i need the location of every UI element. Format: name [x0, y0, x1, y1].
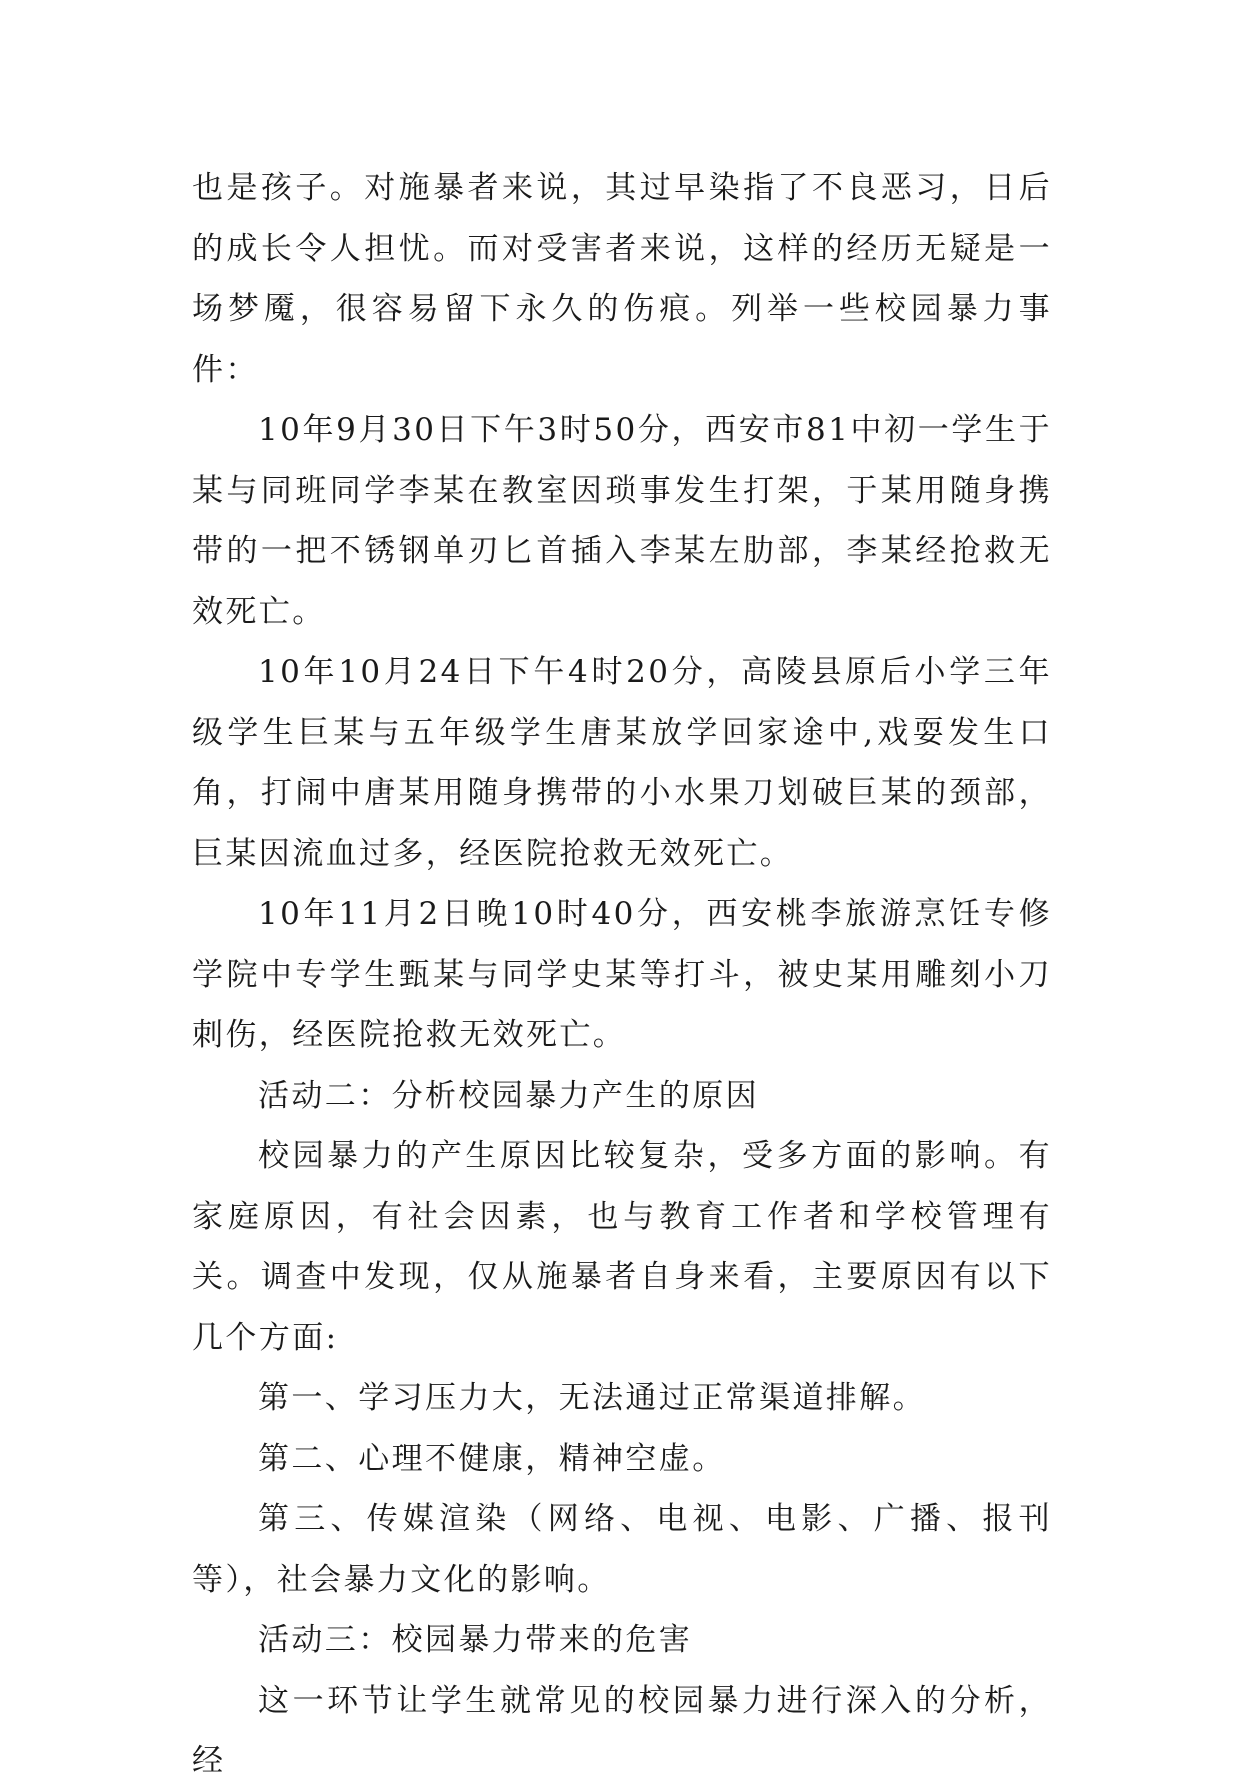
heading-activity-3: 活动三：校园暴力带来的危害: [258, 1622, 693, 1658]
paragraph-incident-3: 10年11月2日晚10时40分，西安桃李旅游烹饪专修学院中专学生甄某与同学史某等打斗，被史某用雕刻小刀刺伤，经医院抢救无效死亡。: [192, 896, 1052, 1053]
paragraph-causes-intro: 校园暴力的产生原因比较复杂，受多方面的影响。有家庭原因，有社会因素，也与教育工作者和学校管理有关。调查中发现，仅从施暴者自身来看，主要原因有以下几个方面:: [192, 1138, 1052, 1356]
paragraph-incident-1: 10年9月30日下午3时50分，西安市81中初一学生于某与同班同学李某在教室因琐事发生打架，于某用随身携带的一把不锈钢单刃匕首插入李某左肋部，李某经抢救无效死亡。: [192, 412, 1052, 630]
list-item-cause-1: 第一、学习压力大，无法通过正常渠道排解。: [258, 1380, 926, 1416]
document-body: [192, 158, 1052, 1792]
list-item-cause-2: 第二、心理不健康，精神空虚。: [258, 1440, 726, 1477]
list-item-cause-3: 第三、传媒渲染（网络、电视、电影、广播、报刊等），社会暴力文化的影响。: [192, 1501, 1052, 1598]
paragraph-harm-intro: 这一环节让学生就常见的校园暴力进行深入的分析，经: [192, 1682, 1052, 1779]
paragraph-intro-continuation: 也是孩子。对施暴者来说，其过早染指了不良恶习，日后的成长令人担忧。而对受害者来说，这样的经历无疑是一场梦魇，很容易留下永久的伤痕。列举一些校园暴力事件：: [192, 170, 1052, 388]
heading-activity-2: 活动二：分析校园暴力产生的原因: [258, 1077, 759, 1114]
paragraph-incident-2: 10年10月24日下午4时20分，高陵县原后小学三年级学生巨某与五年级学生唐某放学回家途中,戏耍发生口角，打闹中唐某用随身携带的小水果刀划破巨某的颈部，巨某因流血过多，经医院抢救无效死亡。: [192, 654, 1052, 872]
